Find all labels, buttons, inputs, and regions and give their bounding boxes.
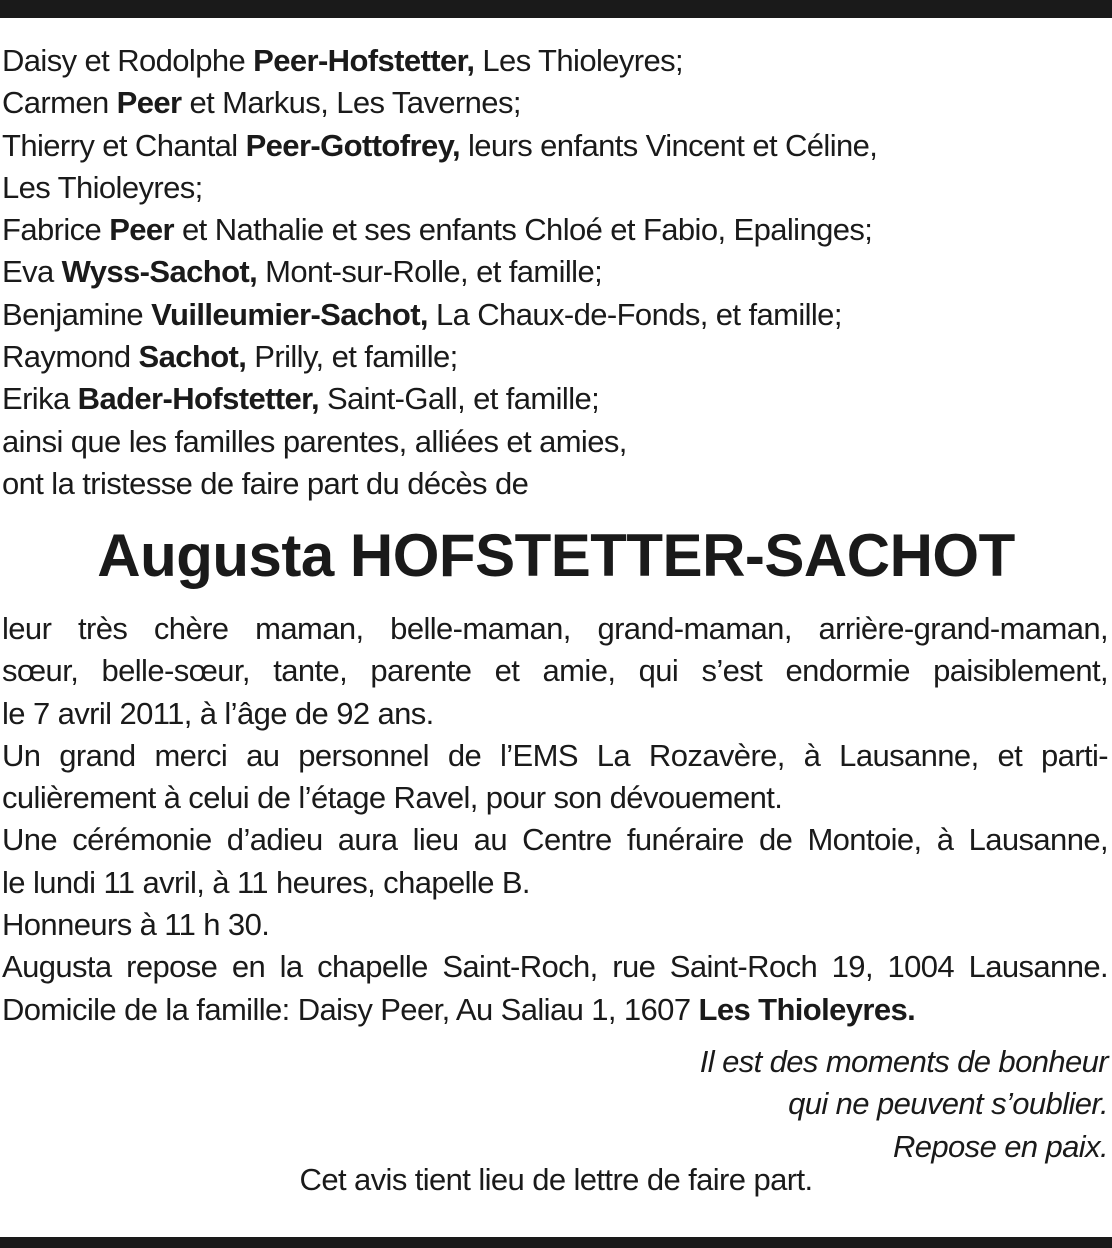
epitaph-line: qui ne peuvent s’oublier.	[788, 1086, 1108, 1122]
closing-note: Cet avis tient lieu de lettre de faire part.	[299, 1162, 813, 1197]
body-line: culièrement à celui de l’étage Ravel, pour son dévouement.	[2, 780, 783, 816]
domicile-prefix: Domicile de la famille: Daisy Peer, Au Saliau 1, 1607	[2, 991, 699, 1027]
mourner-line: Eva Wyss-Sachot, Mont-sur-Rolle, et famille;	[2, 254, 603, 290]
mourner-line: Raymond Sachot, Prilly, et famille;	[2, 339, 458, 375]
domicile-line	[2, 989, 1108, 1031]
body-line: Augusta repose en la chapelle Saint-Roch, rue Saint-Roch 19, 1004 Lausanne.	[2, 949, 1108, 985]
mourner-line: Daisy et Rodolphe Peer-Hofstetter, Les Thioleyres;	[2, 43, 684, 78]
top-rule	[0, 0, 1112, 18]
body-line: leur très chère maman, belle-maman, grand-maman, arrière-grand-maman,	[2, 611, 1108, 646]
body-line: Une cérémonie d’adieu aura lieu au Centre funéraire de Montoie, à Lausanne,	[2, 822, 1108, 858]
epitaph-line: Repose en paix.	[892, 1128, 1108, 1164]
intro-line: ainsi que les familles parentes, alliées et amies,	[2, 423, 627, 459]
mourner-line: Fabrice Peer et Nathalie et ses enfants Chloé et Fabio, Epalinges;	[2, 212, 873, 248]
body-line: le 7 avril 2011, à l’âge de 92 ans.	[2, 695, 434, 731]
mourner-line: Thierry et Chantal Peer-Gottofrey, leurs enfants Vincent et Céline,	[2, 127, 878, 163]
body-line: Un grand merci au personnel de l’EMS La Rozavère, à Lausanne, et parti-	[2, 737, 1108, 773]
mourner-line: Les Thioleyres;	[2, 169, 203, 205]
mourners-list	[2, 40, 1107, 505]
body-line: le lundi 11 avril, à 11 heures, chapelle B.	[2, 864, 530, 900]
mourner-line: Carmen Peer et Markus, Les Tavernes;	[2, 85, 521, 121]
domicile-place: Les Thioleyres.	[698, 991, 916, 1027]
bottom-rule	[0, 1237, 1112, 1248]
mourner-line: Benjamine Vuilleumier-Sachot, La Chaux-de-Fonds, et famille;	[2, 296, 842, 332]
body-line: sœur, belle-sœur, tante, parente et amie, qui s’est endormie paisiblement,	[2, 653, 1108, 689]
body-line: Honneurs à 11 h 30.	[2, 907, 270, 943]
epitaph-line: Il est des moments de bonheur	[699, 1044, 1108, 1079]
epitaph	[700, 1041, 1108, 1168]
mourner-line: Erika Bader-Hofstetter, Saint-Gall, et famille;	[2, 381, 600, 417]
intro-line: ont la tristesse de faire part du décès de	[2, 465, 529, 501]
announcement-body	[2, 608, 1108, 1031]
deceased-name: Augusta HOFSTETTER-SACHOT	[97, 522, 1015, 589]
